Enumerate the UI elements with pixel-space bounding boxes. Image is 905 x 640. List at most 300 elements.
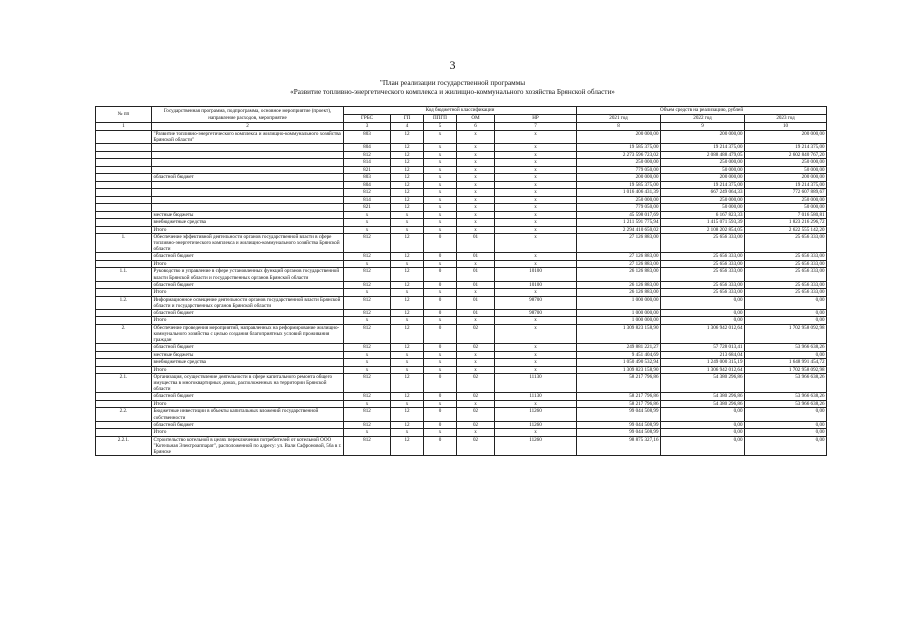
code-ppgp: 0 <box>424 234 457 253</box>
document-title <box>0 79 905 97</box>
code-ppgp: 0 <box>424 296 457 309</box>
amount-2023: 1 702 958 092,98 <box>745 324 827 343</box>
row-name <box>152 181 344 189</box>
table-row <box>96 359 827 367</box>
amount-2021: 27 126 883,00 <box>577 253 661 261</box>
code-grbs: х <box>344 429 391 437</box>
code-ppgp: х <box>424 317 457 325</box>
row-number <box>96 393 152 401</box>
code-gp: х <box>391 289 424 297</box>
amount-2022: 1 306 942 012,64 <box>661 324 745 343</box>
header-nr: НР <box>495 115 577 123</box>
index-cell: 10 <box>745 123 827 131</box>
code-gp: 12 <box>391 151 424 159</box>
plan-table-body <box>96 123 827 456</box>
code-gp: 12 <box>391 324 424 343</box>
table-row <box>96 324 827 343</box>
code-grbs: 814 <box>344 196 391 204</box>
code-ppgp: х <box>424 151 457 159</box>
code-nr: х <box>495 429 577 437</box>
amount-2021: 19 585 375,00 <box>577 144 661 152</box>
code-ppgp: 0 <box>424 408 457 421</box>
table-row <box>96 436 827 455</box>
code-ppgp: 0 <box>424 268 457 281</box>
code-gp: х <box>391 317 424 325</box>
header-2023: 2023 год <box>745 115 827 123</box>
index-cell: 2 <box>152 123 344 131</box>
header-ppgp: ППГП <box>424 115 457 123</box>
row-number: 2.2.1. <box>96 436 152 455</box>
amount-2022: 54 380 296,86 <box>661 393 745 401</box>
amount-2022: 50 000,00 <box>661 204 745 212</box>
code-nr: х <box>495 131 577 144</box>
code-ppgp: х <box>424 189 457 197</box>
code-grbs: х <box>344 366 391 374</box>
header-codes: Код бюджетной классификации <box>344 107 577 115</box>
code-ppgp: 0 <box>424 436 457 455</box>
code-om: 02 <box>457 436 495 455</box>
amount-2023: 0,00 <box>745 408 827 421</box>
code-om: х <box>457 166 495 174</box>
title-line-1: "План реализации государственной программы <box>379 79 526 87</box>
amount-2021: 26 126 883,00 <box>577 268 661 281</box>
row-name <box>152 189 344 197</box>
amount-2022: 250 000,00 <box>661 196 745 204</box>
amount-2023: 50 000,00 <box>745 166 827 174</box>
table-row <box>96 400 827 408</box>
table-row <box>96 211 827 219</box>
index-cell: 6 <box>457 123 495 131</box>
code-nr: х <box>495 260 577 268</box>
amount-2022: 1 306 942 012,64 <box>661 366 745 374</box>
amount-2022: 0,00 <box>661 421 745 429</box>
code-om: х <box>457 400 495 408</box>
code-grbs: 812 <box>344 151 391 159</box>
row-number <box>96 366 152 374</box>
code-om: х <box>457 131 495 144</box>
code-nr: 11260 <box>495 408 577 421</box>
row-number <box>96 344 152 352</box>
code-grbs: 821 <box>344 204 391 212</box>
code-om: х <box>457 289 495 297</box>
code-om: 01 <box>457 253 495 261</box>
code-ppgp: х <box>424 131 457 144</box>
code-gp: 12 <box>391 181 424 189</box>
code-gp: 12 <box>391 196 424 204</box>
amount-2023: 0,00 <box>745 296 827 309</box>
amount-2023: 53 966 638,26 <box>745 374 827 393</box>
code-gp: х <box>391 429 424 437</box>
amount-2021: 2 294 410 650,02 <box>577 226 661 234</box>
table-row <box>96 166 827 174</box>
row-number <box>96 219 152 227</box>
amount-2023: 19 214 375,00 <box>745 144 827 152</box>
code-om: 02 <box>457 324 495 343</box>
code-gp: 12 <box>391 421 424 429</box>
amount-2023: 200 000,00 <box>745 174 827 182</box>
row-name: Строительство котельной в целях переключения потребителей от котельной ООО "Котельная Электроаппарат", расположенной по адресу: ул. Вали Сафроновой, 56а в г. Брянске <box>152 436 344 455</box>
row-name: Руководство и управление в сфере установленных функций органов государственной власти Брянской области и государственных органов Брянской области <box>152 268 344 281</box>
amount-2021: 27 126 883,00 <box>577 260 661 268</box>
code-om: 02 <box>457 344 495 352</box>
code-grbs: 814 <box>344 159 391 167</box>
amount-2023: 25 656 333,00 <box>745 289 827 297</box>
code-gp: х <box>391 400 424 408</box>
row-name: областной бюджет <box>152 309 344 317</box>
amount-2022: 57 728 013,41 <box>661 344 745 352</box>
table-row <box>96 253 827 261</box>
row-name <box>152 159 344 167</box>
header-2021: 2021 год <box>577 115 661 123</box>
row-number <box>96 211 152 219</box>
code-gp: 12 <box>391 174 424 182</box>
amount-2023: 250 000,00 <box>745 196 827 204</box>
index-cell: 5 <box>424 123 457 131</box>
row-number <box>96 131 152 144</box>
table-row <box>96 408 827 421</box>
code-grbs: 821 <box>344 166 391 174</box>
code-nr: х <box>495 144 577 152</box>
code-gp: х <box>391 219 424 227</box>
amount-2022: 0,00 <box>661 309 745 317</box>
index-cell: 1 <box>96 123 152 131</box>
amount-2023: 200 000,00 <box>745 131 827 144</box>
row-name: "Развитие топливно-энергетического комплекса и жилищно-коммунального хозяйства Брянской области" <box>152 131 344 144</box>
amount-2021: 200 000,00 <box>577 174 661 182</box>
code-nr: х <box>495 234 577 253</box>
code-nr: х <box>495 351 577 359</box>
amount-2023: 25 656 333,00 <box>745 253 827 261</box>
code-ppgp: 0 <box>424 421 457 429</box>
code-om: х <box>457 429 495 437</box>
table-row <box>96 174 827 182</box>
table-row <box>96 421 827 429</box>
code-ppgp: х <box>424 211 457 219</box>
code-ppgp: х <box>424 226 457 234</box>
code-om: 01 <box>457 296 495 309</box>
row-name: Бюджетные инвестиции в объекты капитальных вложений государственной собственности <box>152 408 344 421</box>
table-row <box>96 268 827 281</box>
code-nr: 98700 <box>495 296 577 309</box>
code-ppgp: х <box>424 166 457 174</box>
code-ppgp: 0 <box>424 281 457 289</box>
table-row <box>96 351 827 359</box>
code-grbs: 812 <box>344 309 391 317</box>
code-om: 01 <box>457 281 495 289</box>
code-ppgp: х <box>424 429 457 437</box>
code-grbs: 804 <box>344 181 391 189</box>
table-row <box>96 204 827 212</box>
code-nr: х <box>495 211 577 219</box>
amount-2023: 0,00 <box>745 317 827 325</box>
amount-2022: 0,00 <box>661 436 745 455</box>
code-gp: 12 <box>391 189 424 197</box>
amount-2022: 200 000,00 <box>661 174 745 182</box>
amount-2021: 1 016 406 431,39 <box>577 189 661 197</box>
amount-2023: 250 000,00 <box>745 159 827 167</box>
code-grbs: х <box>344 351 391 359</box>
code-om: х <box>457 196 495 204</box>
table-row <box>96 393 827 401</box>
header-gp: ГП <box>391 115 424 123</box>
code-ppgp: х <box>424 181 457 189</box>
amount-2021: 1 211 591 775,94 <box>577 219 661 227</box>
row-name: внебюджетные средства <box>152 219 344 227</box>
code-ppgp: 0 <box>424 324 457 343</box>
row-name: областной бюджет <box>152 253 344 261</box>
code-ppgp: 0 <box>424 393 457 401</box>
row-name: областной бюджет <box>152 281 344 289</box>
row-name: Итого <box>152 366 344 374</box>
amount-2023: 50 000,00 <box>745 204 827 212</box>
code-ppgp: х <box>424 144 457 152</box>
amount-2023: 0,00 <box>745 351 827 359</box>
row-number <box>96 260 152 268</box>
amount-2021: 1 050 490 532,94 <box>577 359 661 367</box>
code-gp: 12 <box>391 166 424 174</box>
index-cell: 4 <box>391 123 424 131</box>
row-number <box>96 204 152 212</box>
plan-table <box>95 106 827 456</box>
amount-2021: 58 217 796,86 <box>577 374 661 393</box>
code-nr: х <box>495 181 577 189</box>
amount-2022: 2 108 202 854,05 <box>661 226 745 234</box>
code-grbs: 812 <box>344 324 391 343</box>
amount-2023: 0,00 <box>745 429 827 437</box>
code-nr: х <box>495 204 577 212</box>
index-cell: 3 <box>344 123 391 131</box>
code-gp: 12 <box>391 344 424 352</box>
amount-2023: 53 966 638,26 <box>745 400 827 408</box>
amount-2023: 1 823 216 296,72 <box>745 219 827 227</box>
row-name: Обеспечение проведения мероприятий, направленных на реформирование жилищно-коммунального хозяйства с целью создания благоприятных условий проживания граждан <box>152 324 344 343</box>
code-om: х <box>457 226 495 234</box>
code-gp: х <box>391 359 424 367</box>
code-om: х <box>457 174 495 182</box>
row-number <box>96 429 152 437</box>
row-name: Итого <box>152 317 344 325</box>
table-row <box>96 189 827 197</box>
code-om: х <box>457 159 495 167</box>
header-grbs: ГРБС <box>344 115 391 123</box>
amount-2021: 98 875 327,16 <box>577 436 661 455</box>
amount-2023: 1 702 958 092,98 <box>745 366 827 374</box>
row-number <box>96 181 152 189</box>
code-om: х <box>457 260 495 268</box>
code-om: 01 <box>457 309 495 317</box>
amount-2021: 200 000,00 <box>577 131 661 144</box>
amount-2022: 25 656 333,00 <box>661 253 745 261</box>
table-row <box>96 429 827 437</box>
code-nr: х <box>495 253 577 261</box>
amount-2023: 53 966 638,26 <box>745 393 827 401</box>
code-grbs: 812 <box>344 234 391 253</box>
code-grbs: 812 <box>344 421 391 429</box>
header-row-1 <box>96 107 827 115</box>
row-name <box>152 151 344 159</box>
amount-2021: 1 000 000,00 <box>577 317 661 325</box>
table-row <box>96 234 827 253</box>
code-gp: 12 <box>391 436 424 455</box>
row-number <box>96 351 152 359</box>
table-row <box>96 196 827 204</box>
row-number: 2. <box>96 324 152 343</box>
amount-2022: 25 656 333,00 <box>661 289 745 297</box>
code-om: х <box>457 204 495 212</box>
amount-2021: 1 000 000,00 <box>577 296 661 309</box>
amount-2023: 19 214 375,00 <box>745 181 827 189</box>
row-number <box>96 309 152 317</box>
row-number: 2.1. <box>96 374 152 393</box>
amount-2021: 1 309 823 158,90 <box>577 324 661 343</box>
code-nr: 98700 <box>495 309 577 317</box>
code-gp: х <box>391 366 424 374</box>
table-row <box>96 296 827 309</box>
amount-2021: 99 044 508,99 <box>577 429 661 437</box>
row-name: Организация, осуществление деятельности в сфере капитального ремонта общего имущества в многоквартирных домах, расположенных на территории Брянской области <box>152 374 344 393</box>
table-row <box>96 344 827 352</box>
code-grbs: х <box>344 219 391 227</box>
code-ppgp: 0 <box>424 344 457 352</box>
row-number <box>96 144 152 152</box>
code-grbs: х <box>344 289 391 297</box>
row-number <box>96 196 152 204</box>
index-cell: 8 <box>577 123 661 131</box>
amount-2022: 25 656 333,00 <box>661 260 745 268</box>
table-row <box>96 219 827 227</box>
code-nr: х <box>495 324 577 343</box>
code-nr: 10100 <box>495 268 577 281</box>
code-grbs: 812 <box>344 408 391 421</box>
code-nr: 10100 <box>495 281 577 289</box>
code-gp: 12 <box>391 281 424 289</box>
code-ppgp: 0 <box>424 374 457 393</box>
amount-2022: 0,00 <box>661 317 745 325</box>
code-ppgp: х <box>424 351 457 359</box>
row-name: Итого <box>152 400 344 408</box>
header-om: ОМ <box>457 115 495 123</box>
index-cell: 7 <box>495 123 577 131</box>
code-om: х <box>457 366 495 374</box>
page-number: 3 <box>449 58 456 72</box>
amount-2021: 58 217 796,86 <box>577 393 661 401</box>
amount-2022: 200 000,00 <box>661 131 745 144</box>
table-row <box>96 260 827 268</box>
amount-2022: 0,00 <box>661 408 745 421</box>
row-name: Обеспечение эффективной деятельности органов государственной власти в сфере топливно-энергетического комплекса и жилищно-коммунального хозяйства Брянской области <box>152 234 344 253</box>
code-gp: 12 <box>391 159 424 167</box>
code-ppgp: 0 <box>424 309 457 317</box>
code-gp: х <box>391 226 424 234</box>
row-number <box>96 400 152 408</box>
table-row <box>96 289 827 297</box>
row-name: Итого <box>152 429 344 437</box>
code-gp: 12 <box>391 296 424 309</box>
amount-2021: 27 126 883,00 <box>577 234 661 253</box>
code-ppgp: х <box>424 359 457 367</box>
amount-2021: 250 000,00 <box>577 159 661 167</box>
table-row <box>96 317 827 325</box>
code-grbs: х <box>344 400 391 408</box>
amount-2021: 45 598 017,69 <box>577 211 661 219</box>
row-number <box>96 226 152 234</box>
code-gp: 12 <box>391 131 424 144</box>
row-name: областной бюджет <box>152 174 344 182</box>
code-grbs: х <box>344 226 391 234</box>
code-ppgp: 0 <box>424 253 457 261</box>
code-gp: 12 <box>391 408 424 421</box>
code-ppgp: х <box>424 174 457 182</box>
code-ppgp: х <box>424 366 457 374</box>
amount-2022: 213 684,04 <box>661 351 745 359</box>
amount-2022: 250 000,00 <box>661 159 745 167</box>
index-cell: 9 <box>661 123 745 131</box>
amount-2022: 1 249 000 315,19 <box>661 359 745 367</box>
code-grbs: 803 <box>344 174 391 182</box>
table-row <box>96 281 827 289</box>
code-ppgp: х <box>424 219 457 227</box>
code-om: 01 <box>457 268 495 281</box>
code-om: 02 <box>457 421 495 429</box>
code-nr: х <box>495 359 577 367</box>
amount-2022: 50 000,00 <box>661 166 745 174</box>
amount-2021: 779 050,00 <box>577 204 661 212</box>
code-om: х <box>457 181 495 189</box>
row-number <box>96 253 152 261</box>
row-name <box>152 196 344 204</box>
code-gp: 12 <box>391 309 424 317</box>
row-number: 1. <box>96 234 152 253</box>
amount-2023: 2 602 840 767,20 <box>745 151 827 159</box>
amount-2021: 1 309 823 158,90 <box>577 366 661 374</box>
code-gp: х <box>391 211 424 219</box>
amount-2021: 2 273 596 723,02 <box>577 151 661 159</box>
amount-2023: 1 648 991 454,72 <box>745 359 827 367</box>
row-name: внебюджетные средства <box>152 359 344 367</box>
table-row <box>96 159 827 167</box>
row-number: 1.1. <box>96 268 152 281</box>
code-gp: х <box>391 351 424 359</box>
code-om: 02 <box>457 393 495 401</box>
table-row <box>96 226 827 234</box>
code-om: х <box>457 317 495 325</box>
row-name: областной бюджет <box>152 421 344 429</box>
amount-2022: 667 249 064,33 <box>661 189 745 197</box>
code-ppgp: х <box>424 159 457 167</box>
code-gp: 12 <box>391 204 424 212</box>
amount-2023: 0,00 <box>745 421 827 429</box>
amount-2022: 19 214 375,00 <box>661 144 745 152</box>
code-om: х <box>457 219 495 227</box>
amount-2023: 25 656 333,00 <box>745 281 827 289</box>
code-nr: х <box>495 226 577 234</box>
row-name <box>152 204 344 212</box>
header-name: Государственная программа, подпрограмма, основное мероприятие (проект), направление расходов, мероприятие <box>152 107 344 123</box>
code-grbs: 812 <box>344 344 391 352</box>
code-nr: х <box>495 196 577 204</box>
row-number <box>96 421 152 429</box>
amount-2021: 1 000 000,00 <box>577 309 661 317</box>
amount-2023: 2 622 555 142,20 <box>745 226 827 234</box>
amount-2023: 25 656 333,00 <box>745 268 827 281</box>
code-om: х <box>457 151 495 159</box>
header-amounts: Объем средств на реализацию, рублей <box>577 107 827 115</box>
amount-2021: 9 451 404,69 <box>577 351 661 359</box>
amount-2023: 772 607 889,67 <box>745 189 827 197</box>
code-om: х <box>457 359 495 367</box>
amount-2022: 1 415 071 593,39 <box>661 219 745 227</box>
code-gp: х <box>391 260 424 268</box>
